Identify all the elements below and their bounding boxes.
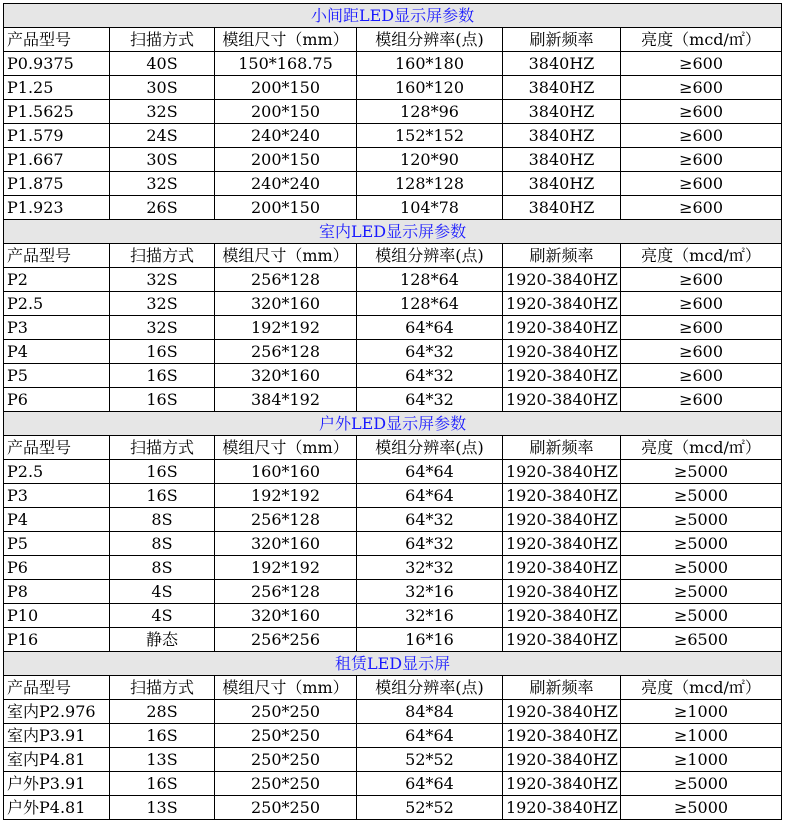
table-cell: P3 — [4, 316, 110, 340]
column-header: 扫描方式 — [110, 28, 215, 52]
table-cell: 1920-3840HZ — [503, 748, 621, 772]
table-cell: 40S — [110, 52, 215, 76]
table-cell: 200*150 — [215, 76, 357, 100]
table-cell: 1920-3840HZ — [503, 316, 621, 340]
table-cell: ≥600 — [621, 292, 782, 316]
table-cell: ≥600 — [621, 124, 782, 148]
table-cell: 1920-3840HZ — [503, 460, 621, 484]
table-cell: 24S — [110, 124, 215, 148]
column-header: 产品型号 — [4, 436, 110, 460]
table-cell: 160*160 — [215, 460, 357, 484]
table-cell: ≥600 — [621, 268, 782, 292]
table-cell: 64*32 — [357, 364, 503, 388]
table-cell: 1920-3840HZ — [503, 364, 621, 388]
table-cell: P2.5 — [4, 292, 110, 316]
table-cell: 1920-3840HZ — [503, 580, 621, 604]
table-cell: P5 — [4, 364, 110, 388]
table-row — [4, 388, 782, 412]
table-row — [4, 700, 782, 724]
column-header: 模组分辨率(点) — [357, 436, 503, 460]
table-row — [4, 532, 782, 556]
table-cell: 16S — [110, 724, 215, 748]
table-cell: 64*64 — [357, 772, 503, 796]
table-cell: 16S — [110, 388, 215, 412]
section-title: 小间距LED显示屏参数 — [4, 4, 782, 28]
table-cell: 128*64 — [357, 292, 503, 316]
table-cell: 64*32 — [357, 388, 503, 412]
table-cell: ≥5000 — [621, 604, 782, 628]
table-cell: 64*32 — [357, 532, 503, 556]
table-cell: 120*90 — [357, 148, 503, 172]
table-row — [4, 124, 782, 148]
table-cell: 1920-3840HZ — [503, 700, 621, 724]
table-cell: 1920-3840HZ — [503, 604, 621, 628]
section-title-row — [4, 220, 782, 244]
table-cell: 160*120 — [357, 76, 503, 100]
column-header: 亮度（mcd/㎡） — [621, 676, 782, 700]
table-cell: 1920-3840HZ — [503, 484, 621, 508]
table-cell: 64*64 — [357, 316, 503, 340]
table-cell: 1920-3840HZ — [503, 268, 621, 292]
column-header: 产品型号 — [4, 28, 110, 52]
table-cell: 户外P4.81 — [4, 796, 110, 820]
table-cell: 64*32 — [357, 340, 503, 364]
table-cell: ≥5000 — [621, 460, 782, 484]
table-cell: 16S — [110, 364, 215, 388]
table-cell: ≥600 — [621, 172, 782, 196]
table-cell: 1920-3840HZ — [503, 724, 621, 748]
table-cell: 52*52 — [357, 748, 503, 772]
table-row — [4, 724, 782, 748]
table-cell: 1920-3840HZ — [503, 628, 621, 652]
table-cell: 户外P3.91 — [4, 772, 110, 796]
section-title: 租赁LED显示屏 — [4, 652, 782, 676]
column-header: 刷新频率 — [503, 28, 621, 52]
table-row — [4, 316, 782, 340]
table-cell: 250*250 — [215, 796, 357, 820]
table-cell: 1920-3840HZ — [503, 340, 621, 364]
table-cell: 8S — [110, 556, 215, 580]
table-row — [4, 196, 782, 220]
table-row — [4, 628, 782, 652]
table-cell: P2.5 — [4, 460, 110, 484]
column-header: 产品型号 — [4, 676, 110, 700]
table-cell: 64*64 — [357, 484, 503, 508]
table-row — [4, 748, 782, 772]
table-cell: 150*168.75 — [215, 52, 357, 76]
table-cell: 200*150 — [215, 100, 357, 124]
table-cell: P2 — [4, 268, 110, 292]
table-cell: 1920-3840HZ — [503, 388, 621, 412]
table-cell: ≥5000 — [621, 796, 782, 820]
table-cell: 32S — [110, 292, 215, 316]
table-cell: 250*250 — [215, 748, 357, 772]
table-cell: 1920-3840HZ — [503, 292, 621, 316]
section-title-row — [4, 412, 782, 436]
table-cell: P3 — [4, 484, 110, 508]
table-cell: 192*192 — [215, 484, 357, 508]
table-cell: P6 — [4, 556, 110, 580]
table-row — [4, 772, 782, 796]
table-row — [4, 556, 782, 580]
table-cell: 384*192 — [215, 388, 357, 412]
column-header: 扫描方式 — [110, 436, 215, 460]
table-cell: 320*160 — [215, 532, 357, 556]
table-cell: 52*52 — [357, 796, 503, 820]
column-header: 模组分辨率(点) — [357, 244, 503, 268]
table-cell: 200*150 — [215, 196, 357, 220]
table-cell: ≥1000 — [621, 700, 782, 724]
table-cell: P1.667 — [4, 148, 110, 172]
table-cell: ≥600 — [621, 76, 782, 100]
table-cell: 3840HZ — [503, 172, 621, 196]
table-cell: 16S — [110, 484, 215, 508]
table-row — [4, 268, 782, 292]
column-header-row — [4, 436, 782, 460]
table-cell: P1.875 — [4, 172, 110, 196]
table-cell: 4S — [110, 604, 215, 628]
table-cell: ≥600 — [621, 52, 782, 76]
table-cell: 13S — [110, 796, 215, 820]
table-cell: ≥600 — [621, 388, 782, 412]
table-cell: 3840HZ — [503, 76, 621, 100]
table-cell: 256*128 — [215, 268, 357, 292]
column-header: 刷新频率 — [503, 676, 621, 700]
column-header: 扫描方式 — [110, 244, 215, 268]
table-row — [4, 508, 782, 532]
table-cell: 250*250 — [215, 772, 357, 796]
column-header: 亮度（mcd/㎡） — [621, 28, 782, 52]
table-cell: 240*240 — [215, 172, 357, 196]
table-cell: 1920-3840HZ — [503, 508, 621, 532]
column-header: 模组尺寸（mm） — [215, 28, 357, 52]
table-cell: 8S — [110, 508, 215, 532]
table-cell: 1920-3840HZ — [503, 556, 621, 580]
table-cell: 室内P3.91 — [4, 724, 110, 748]
table-cell: 16S — [110, 772, 215, 796]
table-row — [4, 340, 782, 364]
column-header: 模组尺寸（mm） — [215, 244, 357, 268]
table-cell: 3840HZ — [503, 148, 621, 172]
table-cell: 160*180 — [357, 52, 503, 76]
table-cell: 200*150 — [215, 148, 357, 172]
table-row — [4, 460, 782, 484]
section-title: 户外LED显示屏参数 — [4, 412, 782, 436]
table-cell: 250*250 — [215, 724, 357, 748]
table-cell: ≥5000 — [621, 556, 782, 580]
table-cell: P10 — [4, 604, 110, 628]
table-cell: 64*64 — [357, 724, 503, 748]
table-cell: 320*160 — [215, 604, 357, 628]
table-cell: 1920-3840HZ — [503, 772, 621, 796]
table-cell: 30S — [110, 148, 215, 172]
table-cell: 室内P4.81 — [4, 748, 110, 772]
table-cell: 32*16 — [357, 580, 503, 604]
table-cell: ≥600 — [621, 100, 782, 124]
column-header: 刷新频率 — [503, 244, 621, 268]
table-cell: ≥5000 — [621, 580, 782, 604]
table-cell: 240*240 — [215, 124, 357, 148]
column-header: 亮度（mcd/㎡） — [621, 244, 782, 268]
table-cell: ≥5000 — [621, 532, 782, 556]
table-cell: 64*64 — [357, 460, 503, 484]
table-cell: ≥600 — [621, 340, 782, 364]
column-header: 扫描方式 — [110, 676, 215, 700]
table-cell: 28S — [110, 700, 215, 724]
table-row — [4, 52, 782, 76]
table-row — [4, 580, 782, 604]
table-cell: 256*128 — [215, 340, 357, 364]
table-cell: 26S — [110, 196, 215, 220]
table-row — [4, 604, 782, 628]
table-cell: ≥1000 — [621, 724, 782, 748]
table-cell: ≥1000 — [621, 748, 782, 772]
table-row — [4, 796, 782, 820]
table-cell: 32S — [110, 316, 215, 340]
table-row — [4, 484, 782, 508]
table-cell: 3840HZ — [503, 124, 621, 148]
table-cell: 32*32 — [357, 556, 503, 580]
table-cell: ≥600 — [621, 148, 782, 172]
table-cell: P0.9375 — [4, 52, 110, 76]
table-cell: 250*250 — [215, 700, 357, 724]
table-cell: 32S — [110, 172, 215, 196]
column-header-row — [4, 28, 782, 52]
table-cell: 192*192 — [215, 556, 357, 580]
table-cell: 256*128 — [215, 508, 357, 532]
table-cell: P8 — [4, 580, 110, 604]
table-cell: 192*192 — [215, 316, 357, 340]
table-cell: ≥600 — [621, 196, 782, 220]
column-header: 模组尺寸（mm） — [215, 676, 357, 700]
table-cell: P4 — [4, 508, 110, 532]
table-cell: P1.25 — [4, 76, 110, 100]
column-header: 模组分辨率(点) — [357, 28, 503, 52]
table-cell: 4S — [110, 580, 215, 604]
section-title-row — [4, 4, 782, 28]
table-row — [4, 172, 782, 196]
table-cell: 32*16 — [357, 604, 503, 628]
table-cell: P6 — [4, 388, 110, 412]
table-cell: 320*160 — [215, 364, 357, 388]
table-cell: 3840HZ — [503, 52, 621, 76]
table-cell: 3840HZ — [503, 100, 621, 124]
table-cell: 室内P2.976 — [4, 700, 110, 724]
table-cell: 152*152 — [357, 124, 503, 148]
column-header: 模组尺寸（mm） — [215, 436, 357, 460]
table-cell: P4 — [4, 340, 110, 364]
column-header-row — [4, 676, 782, 700]
table-cell: 256*256 — [215, 628, 357, 652]
table-cell: P1.579 — [4, 124, 110, 148]
table-cell: ≥600 — [621, 316, 782, 340]
section-title-row — [4, 652, 782, 676]
table-cell: 32S — [110, 268, 215, 292]
column-header-row — [4, 244, 782, 268]
table-row — [4, 76, 782, 100]
table-cell: 128*96 — [357, 100, 503, 124]
column-header: 刷新频率 — [503, 436, 621, 460]
table-cell: 16S — [110, 340, 215, 364]
table-cell: ≥6500 — [621, 628, 782, 652]
column-header: 模组分辨率(点) — [357, 676, 503, 700]
column-header: 亮度（mcd/㎡） — [621, 436, 782, 460]
table-cell: 320*160 — [215, 292, 357, 316]
table-cell: ≥5000 — [621, 484, 782, 508]
table-cell: ≥5000 — [621, 772, 782, 796]
table-cell: P5 — [4, 532, 110, 556]
table-cell: ≥5000 — [621, 508, 782, 532]
table-cell: 16*16 — [357, 628, 503, 652]
table-cell: 32S — [110, 100, 215, 124]
table-row — [4, 148, 782, 172]
table-cell: 104*78 — [357, 196, 503, 220]
table-row — [4, 100, 782, 124]
table-cell: ≥600 — [621, 364, 782, 388]
table-cell: 3840HZ — [503, 196, 621, 220]
table-cell: 128*128 — [357, 172, 503, 196]
table-cell: P16 — [4, 628, 110, 652]
table-cell: 1920-3840HZ — [503, 532, 621, 556]
column-header: 产品型号 — [4, 244, 110, 268]
table-cell: P1.5625 — [4, 100, 110, 124]
table-cell: 13S — [110, 748, 215, 772]
table-cell: 64*32 — [357, 508, 503, 532]
table-cell: P1.923 — [4, 196, 110, 220]
table-cell: 84*84 — [357, 700, 503, 724]
table-cell: 16S — [110, 460, 215, 484]
table-cell: 30S — [110, 76, 215, 100]
table-cell: 静态 — [110, 628, 215, 652]
table-cell: 8S — [110, 532, 215, 556]
table-row — [4, 292, 782, 316]
table-cell: 256*128 — [215, 580, 357, 604]
section-title: 室内LED显示屏参数 — [4, 220, 782, 244]
led-spec-table — [3, 3, 782, 820]
table-row — [4, 364, 782, 388]
table-cell: 128*64 — [357, 268, 503, 292]
table-cell: 1920-3840HZ — [503, 796, 621, 820]
